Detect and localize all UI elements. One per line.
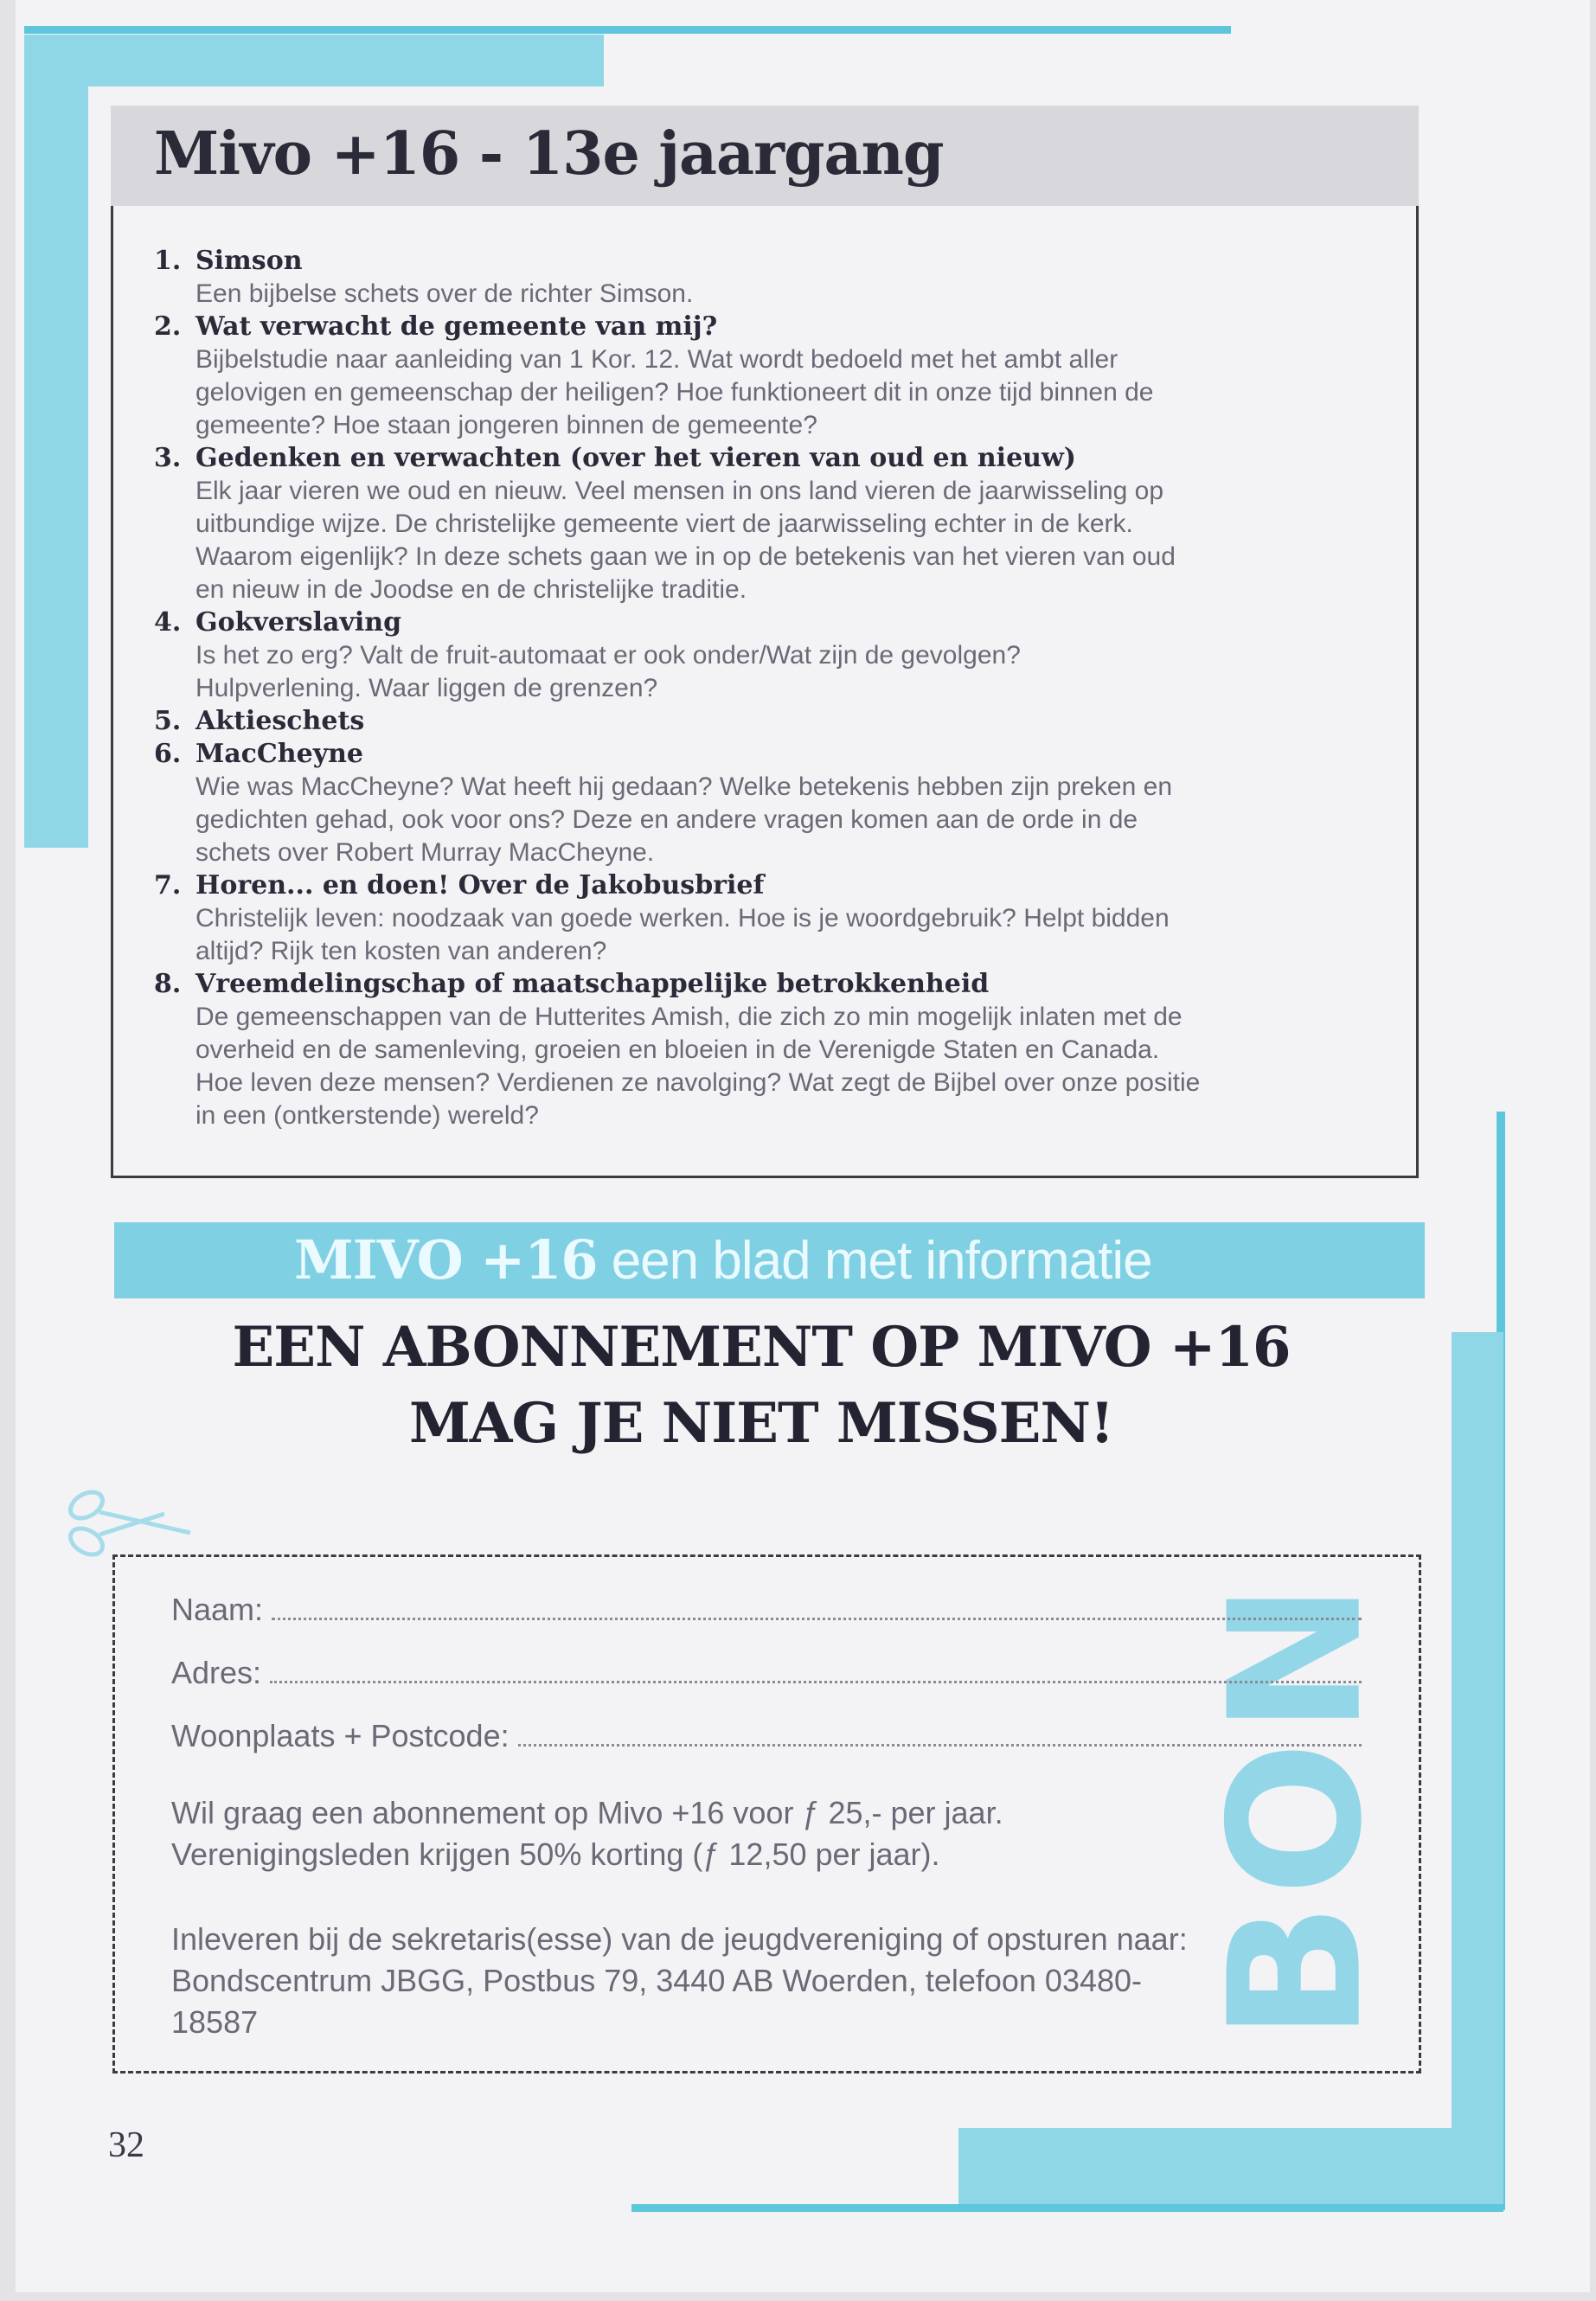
contents-item-number: 5.	[154, 706, 182, 736]
contents-item-description: Waarom eigenlijk? In deze schets gaan we in op de betekenis van het vieren van oud	[195, 542, 1176, 571]
contents-item	[154, 311, 1382, 442]
contents-item-number: 6.	[154, 739, 182, 769]
contents-item	[154, 738, 1382, 869]
headline-line-2: MAG JE NIET MISSEN!	[408, 1391, 1114, 1456]
contents-item-title	[154, 606, 1382, 639]
page-number: 32	[108, 2125, 144, 2165]
name-dotted-line[interactable]	[272, 1592, 1362, 1620]
contents-item-heading: Wat verwacht de gemeente van mij?	[195, 311, 718, 342]
contents-item-title	[154, 869, 1382, 902]
contents-item	[154, 245, 1382, 311]
contents-item-description: en nieuw in de Joodse en de christelijke traditie.	[195, 575, 747, 604]
bon-watermark: BON	[1189, 1574, 1402, 2041]
banner-text	[294, 1228, 1152, 1292]
contents-item-description: Christelijk leven: noodzaak van goede werken. Hoe is je woordgebruik? Helpt bidden	[195, 904, 1170, 933]
address-dotted-line[interactable]	[270, 1655, 1362, 1683]
headline-line-1: EEN ABONNEMENT OP MIVO +16	[232, 1315, 1291, 1380]
contents-item-description: gedichten gehad, ook voor ons? Deze en andere vragen komen aan de orde in de	[195, 805, 1138, 834]
contents-item-description: De gemeenschappen van de Hutterites Amish, die zich zo min mogelijk inlaten met de	[195, 1003, 1183, 1031]
contents-item-heading: MacCheyne	[195, 739, 364, 769]
contents-item-description: Bijbelstudie naar aanleiding van 1 Kor. 12. Wat wordt bedoeld met het ambt aller	[195, 345, 1118, 374]
contents-item	[154, 705, 1382, 738]
contents-item-description: gemeente? Hoe staan jongeren binnen de gemeente?	[195, 411, 817, 439]
city-postcode-label: Woonplaats + Postcode:	[171, 1718, 510, 1753]
contents-item-title	[154, 442, 1382, 475]
contents-item-description: in een (ontkerstende) wereld?	[195, 1101, 539, 1130]
contents-item-description: Hulpverlening. Waar liggen de grenzen?	[195, 674, 658, 702]
contents-item-description: schets over Robert Murray MacCheyne.	[195, 838, 655, 867]
city-postcode-field[interactable]	[171, 1718, 1362, 1756]
contents-item-heading: Aktieschets	[195, 706, 365, 736]
send-text-3: 18587	[171, 2004, 259, 2040]
contents-item-description: Elk jaar vieren we oud en nieuw. Veel mensen in ons land vieren de jaarwisseling op	[195, 477, 1164, 505]
contents-item	[154, 442, 1382, 606]
contents-item-description: uitbundige wijze. De christelijke gemeente viert de jaarwisseling echter in de kerk.	[195, 510, 1133, 538]
contents-item-description: Is het zo erg? Valt de fruit-automaat er ook onder/Wat zijn de gevolgen?	[195, 641, 1021, 670]
bottom-accent-line	[631, 2204, 1503, 2212]
offer-text-2: Verenigingsleden krijgen 50% korting (ƒ 12,50 per jaar).	[171, 1836, 940, 1872]
contents-item-title	[154, 311, 1382, 343]
left-accent-bar	[24, 35, 88, 848]
contents-item-description: altijd? Rijk ten kosten van anderen?	[195, 937, 607, 965]
city-postcode-dotted-line[interactable]	[518, 1718, 1362, 1747]
contents-item	[154, 606, 1382, 705]
contents-item-heading: Gokverslaving	[195, 607, 402, 638]
address-label: Adres:	[171, 1655, 262, 1690]
contents-item-number: 1.	[154, 246, 182, 276]
contents-item-heading: Simson	[195, 246, 303, 276]
contents-item	[154, 968, 1382, 1132]
contents-item-number: 2.	[154, 311, 182, 342]
address-field[interactable]	[171, 1655, 1362, 1693]
bottom-right-accent-block	[958, 2128, 1503, 2210]
contents-item	[154, 869, 1382, 968]
contents-item-number: 3.	[154, 443, 182, 473]
contents-item-title	[154, 245, 1382, 278]
contents-item-title	[154, 968, 1382, 1001]
send-text-1: Inleveren bij de sekretaris(esse) van de jeugdvereniging of opsturen naar:	[171, 1921, 1188, 1957]
name-field[interactable]	[171, 1592, 1362, 1630]
name-label: Naam:	[171, 1592, 264, 1627]
banner-tagline: een blad met informatie	[611, 1231, 1152, 1291]
contents-item-heading: Gedenken en verwachten (over het vieren van oud en nieuw)	[195, 443, 1076, 473]
contents-item-description: Een bijbelse schets over de richter Simson.	[195, 279, 694, 308]
contents-item-number: 4.	[154, 607, 182, 638]
contents-item-description: gelovigen en gemeenschap der heiligen? Hoe funktioneert dit in onze tijd binnen de	[195, 378, 1154, 407]
contents-item-heading: Vreemdelingschap of maatschappelijke betrokkenheid	[195, 969, 990, 999]
top-accent-line	[24, 26, 1231, 34]
contents-item-title	[154, 738, 1382, 771]
contents-item-description: overheid en de samenleving, groeien en bloeien in de Verenigde Staten en Canada.	[195, 1035, 1160, 1064]
right-accent-block	[1452, 1332, 1503, 2180]
contents-item-description: Wie was MacCheyne? Wat heeft hij gedaan? Welke betekenis hebben zijn preken en	[195, 772, 1172, 801]
contents-item-heading: Horen... en doen! Over de Jakobusbrief	[195, 870, 765, 901]
contents-item-number: 7.	[154, 870, 182, 901]
page-title: Mivo +16 - 13e jaargang	[154, 119, 944, 189]
contents-item-title	[154, 705, 1382, 738]
send-text-2: Bondscentrum JBGG, Postbus 79, 3440 AB Woerden, telefoon 03480-	[171, 1963, 1143, 1998]
contents-list	[154, 245, 1382, 1132]
top-left-accent-block	[24, 35, 604, 87]
offer-text-1: Wil graag een abonnement op Mivo +16 voor ƒ 25,- per jaar.	[171, 1795, 1003, 1830]
banner-brand: MIVO +16	[294, 1228, 598, 1292]
contents-item-number: 8.	[154, 969, 182, 999]
scissors-icon	[61, 1479, 199, 1566]
contents-item-description: Hoe leven deze mensen? Verdienen ze navolging? Wat zegt de Bijbel over onze positie	[195, 1068, 1201, 1097]
